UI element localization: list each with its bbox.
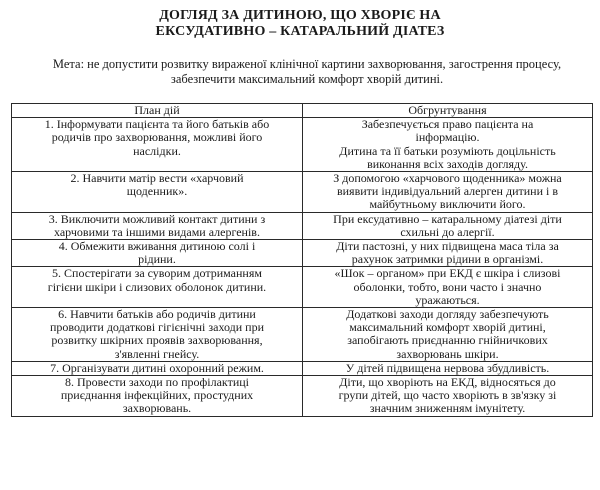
reason-cell-line: групи дітей, що часто хворіють в зв'язку зі bbox=[338, 388, 557, 403]
plan-cell bbox=[12, 212, 303, 239]
reason-cell-line: запобігають приєднанню гнійничкових bbox=[347, 333, 548, 348]
plan-cell-line: з'явленні гнейсу. bbox=[114, 346, 200, 361]
reason-cell-line: З допомогою «харчового щоденника» можна bbox=[333, 171, 562, 186]
plan-cell-line: родичів про захворювання, можливі його bbox=[51, 130, 263, 145]
column-header-reason: Обгрунтування bbox=[303, 104, 593, 118]
reason-cell-line: схильні до алергії. bbox=[400, 224, 495, 239]
plan-cell-line: розвитку шкірних проявів захворювання, bbox=[51, 333, 263, 348]
plan-cell-line: 5. Спостерігати за суворим дотриманням bbox=[52, 266, 262, 281]
reason-cell bbox=[303, 172, 593, 213]
reason-cell-line: Забезпечується право пацієнта на bbox=[361, 117, 534, 132]
reason-cell-line: Діти пастозні, у них підвищена маса тіла за bbox=[336, 239, 559, 254]
table-row bbox=[12, 172, 593, 213]
plan-cell-line: 3. Виключити можливий контакт дитини з bbox=[48, 211, 266, 226]
plan-cell bbox=[12, 376, 303, 417]
goal-line-2: забезпечити максимальний комфорт хворій дитині. bbox=[170, 72, 444, 86]
plan-cell bbox=[12, 267, 303, 308]
plan-cell-line: приєднання інфекційних, простудних bbox=[60, 388, 254, 403]
plan-cell bbox=[12, 240, 303, 267]
table-body bbox=[12, 118, 593, 416]
reason-cell bbox=[303, 240, 593, 267]
reason-cell-line: рахунок затримки рідини в організмі. bbox=[351, 252, 544, 267]
reason-cell bbox=[303, 361, 593, 375]
reason-cell-line: максимальний комфорт хворій дитині, bbox=[349, 320, 546, 335]
plan-cell bbox=[12, 118, 303, 172]
plan-cell bbox=[12, 361, 303, 375]
reason-cell-line: виявити індивідуальний алерген дитини і в bbox=[336, 184, 559, 199]
plan-cell-line: наслідки. bbox=[133, 143, 181, 158]
reason-cell-line: захворювань шкіри. bbox=[396, 346, 499, 361]
table-row bbox=[12, 308, 593, 362]
plan-cell bbox=[12, 308, 303, 362]
plan-cell-line: харчовими та іншими видами алергенів. bbox=[54, 224, 260, 239]
table-row bbox=[12, 240, 593, 267]
reason-cell-line: Дитина та її батьки розуміють доцільність bbox=[339, 143, 556, 158]
care-plan-table bbox=[11, 103, 593, 417]
reason-cell-line: інформацію. bbox=[415, 130, 480, 145]
plan-cell-line: рідини. bbox=[138, 252, 176, 267]
table-header-row bbox=[12, 104, 593, 118]
table-row bbox=[12, 376, 593, 417]
reason-cell-line: Діти, що хворіють на ЕКД, відносяться до bbox=[339, 375, 556, 390]
column-header-plan: План дій bbox=[12, 104, 303, 118]
table-row bbox=[12, 212, 593, 239]
reason-cell-line: значним зниженням імунітету. bbox=[369, 401, 526, 416]
plan-cell-line: 2. Навчити матір вести «харчовий bbox=[70, 171, 244, 186]
table-row bbox=[12, 361, 593, 375]
reason-cell-line: майбутньому виключити його. bbox=[369, 197, 526, 212]
title-line-2: ЕКСУДАТИВНО – КАТАРАЛЬНИЙ ДІАТЕЗ bbox=[155, 24, 445, 39]
reason-cell bbox=[303, 376, 593, 417]
plan-cell-line: щоденник». bbox=[126, 184, 188, 199]
plan-cell-line: 4. Обмежити вживання дитиною солі і bbox=[58, 239, 256, 254]
reason-cell-line: «Шок – органом» при ЕКД є шкіра і слизові bbox=[334, 266, 561, 281]
reason-cell-line: У дітей підвищена нервова збудливість. bbox=[345, 360, 550, 375]
table-row bbox=[12, 267, 593, 308]
reason-cell bbox=[303, 118, 593, 172]
plan-cell-line: проводити додаткові гігієнічні заходи при bbox=[49, 320, 265, 335]
reason-cell bbox=[303, 267, 593, 308]
reason-cell-line: оболонки, тобто, вони часто і значно bbox=[353, 279, 542, 294]
goal-paragraph bbox=[18, 57, 596, 87]
title-line-1: ДОГЛЯД ЗА ДИТИНОЮ, ЩО ХВОРІЄ НА bbox=[159, 8, 441, 23]
reason-cell bbox=[303, 212, 593, 239]
reason-cell bbox=[303, 308, 593, 362]
goal-line-1: Мета: не допустити розвитку вираженої клінічної картини захворювання, загострення процесу, bbox=[52, 57, 562, 71]
reason-cell-line: уражаються. bbox=[415, 292, 480, 307]
plan-cell-line: 6. Навчити батьків або родичів дитини bbox=[58, 307, 256, 322]
plan-cell bbox=[12, 172, 303, 213]
plan-cell-line: 1. Інформувати пацієнта та його батьків або bbox=[44, 117, 270, 132]
table-row bbox=[12, 118, 593, 172]
plan-cell-line: 7. Організувати дитині охоронний режим. bbox=[50, 360, 264, 375]
reason-cell-line: При ексудативно – катаральному діатезі діти bbox=[333, 211, 562, 226]
reason-cell-line: виконання всіх заходів догляду. bbox=[367, 156, 528, 171]
plan-cell-line: 8. Провести заходи по профілактиці bbox=[64, 375, 250, 390]
document-title bbox=[0, 0, 600, 40]
reason-cell-line: Додаткові заходи догляду забезпечують bbox=[346, 307, 549, 322]
plan-cell-line: захворювань. bbox=[122, 401, 192, 416]
plan-cell-line: гігієни шкіри і слизових оболонок дитини. bbox=[47, 279, 267, 294]
